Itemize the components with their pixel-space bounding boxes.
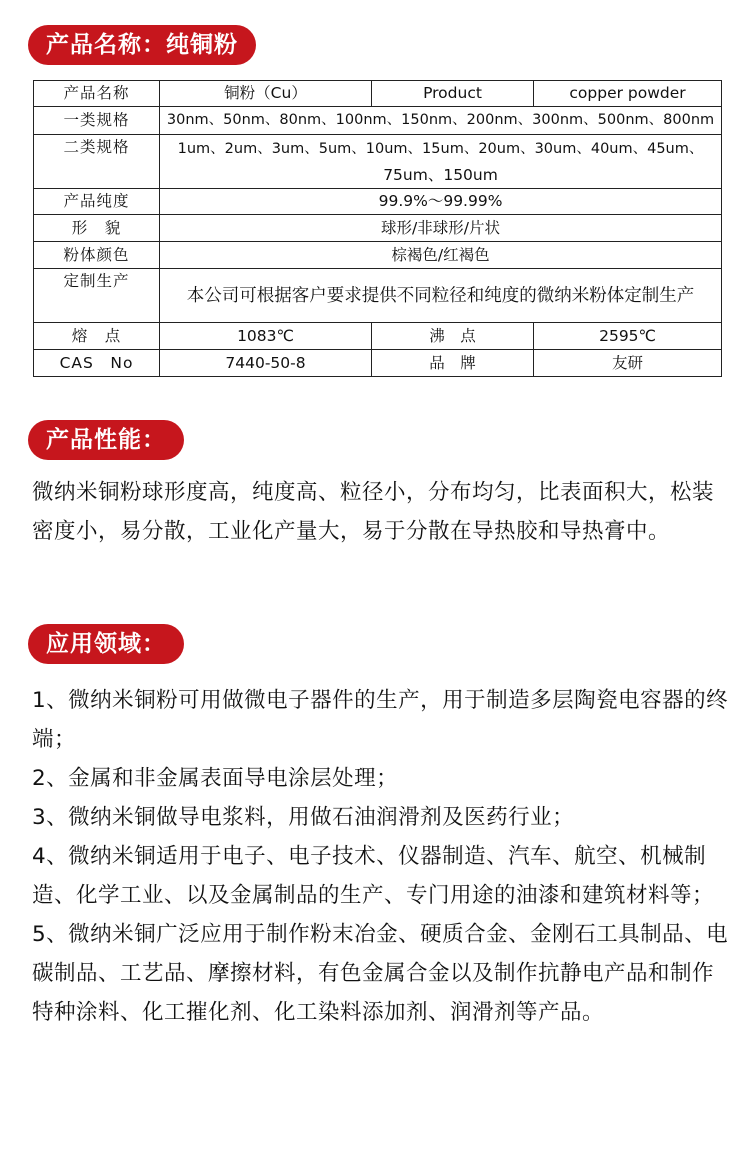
powder-color-label: 粉体颜色 (34, 242, 160, 269)
application-list (32, 681, 732, 1032)
table-row (34, 350, 722, 377)
melting-label: 熔 点 (34, 323, 160, 350)
melting-value: 1083℃ (160, 323, 372, 350)
table-row (34, 323, 722, 350)
class2-line1: 1um、2um、3um、5um、10um、15um、20um、30um、40um、45um、 (177, 140, 704, 157)
list-item: 3、微纳米铜做导电浆料，用做石油润滑剂及医药行业； (32, 805, 575, 830)
class2-line2: 75um、150um (383, 165, 498, 184)
custom-value: 本公司可根据客户要求提供不同粒径和纯度的微纳米粉体定制生产 (160, 269, 722, 323)
brand-value: 友研 (534, 350, 722, 377)
class2-value (160, 135, 722, 189)
performance-text: 微纳米铜粉球形度高，纯度高、粒径小，分布均匀，比表面积大，松装密度小，易分散，工业化产量大，易于分散在导热胶和导热膏中。 (32, 480, 715, 544)
boiling-label: 沸 点 (372, 323, 534, 350)
shape-label: 形 貌 (34, 215, 160, 242)
name-label: 产品名称 (34, 81, 160, 107)
table-row (34, 215, 722, 242)
list-item: 5、微纳米铜广泛应用于制作粉末冶金、硬质合金、金刚石工具制品、电碳制品、工艺品、摩擦材料，有色金属合金以及制作抗静电产品和制作特种涂料、化工摧化剂、化工染料添加剂、润滑剂等产品。 (32, 922, 729, 1025)
purity-label: 产品纯度 (34, 189, 160, 215)
brand-label: 品 牌 (372, 350, 534, 377)
spec-table (33, 80, 722, 377)
boiling-value: 2595℃ (534, 323, 722, 350)
table-row (34, 107, 722, 135)
table-row (34, 269, 722, 323)
table-row (34, 242, 722, 269)
purity-value: 99.9%～99.99% (160, 189, 722, 215)
product-title-badge: 产品名称：纯铜粉 (28, 25, 256, 65)
cas-value: 7440-50-8 (160, 350, 372, 377)
custom-label: 定制生产 (34, 269, 160, 323)
class1-value: 30nm、50nm、80nm、100nm、150nm、200nm、300nm、500nm、800nm (160, 107, 722, 135)
list-item: 2、金属和非金属表面导电涂层处理； (32, 766, 399, 791)
product-value: copper powder (534, 81, 722, 107)
list-item: 1、微纳米铜粉可用做微电子器件的生产，用于制造多层陶瓷电容器的终端； (32, 688, 729, 752)
powder-color-value: 棕褐色/红褐色 (160, 242, 722, 269)
table-row (34, 189, 722, 215)
table-row (34, 135, 722, 189)
class2-label: 二类规格 (34, 135, 160, 189)
table-row (34, 81, 722, 107)
cas-label: CAS No (34, 350, 160, 377)
name-value: 铜粉（Cu） (160, 81, 372, 107)
shape-value: 球形/非球形/片状 (160, 215, 722, 242)
class1-label: 一类规格 (34, 107, 160, 135)
application-heading: 应用领域： (28, 624, 184, 664)
product-label: Product (372, 81, 534, 107)
list-item: 4、微纳米铜适用于电子、电子技术、仪器制造、汽车、航空、机械制造、化学工业、以及金属制品的生产、专门用途的油漆和建筑材料等； (32, 844, 715, 908)
performance-heading: 产品性能： (28, 420, 184, 460)
